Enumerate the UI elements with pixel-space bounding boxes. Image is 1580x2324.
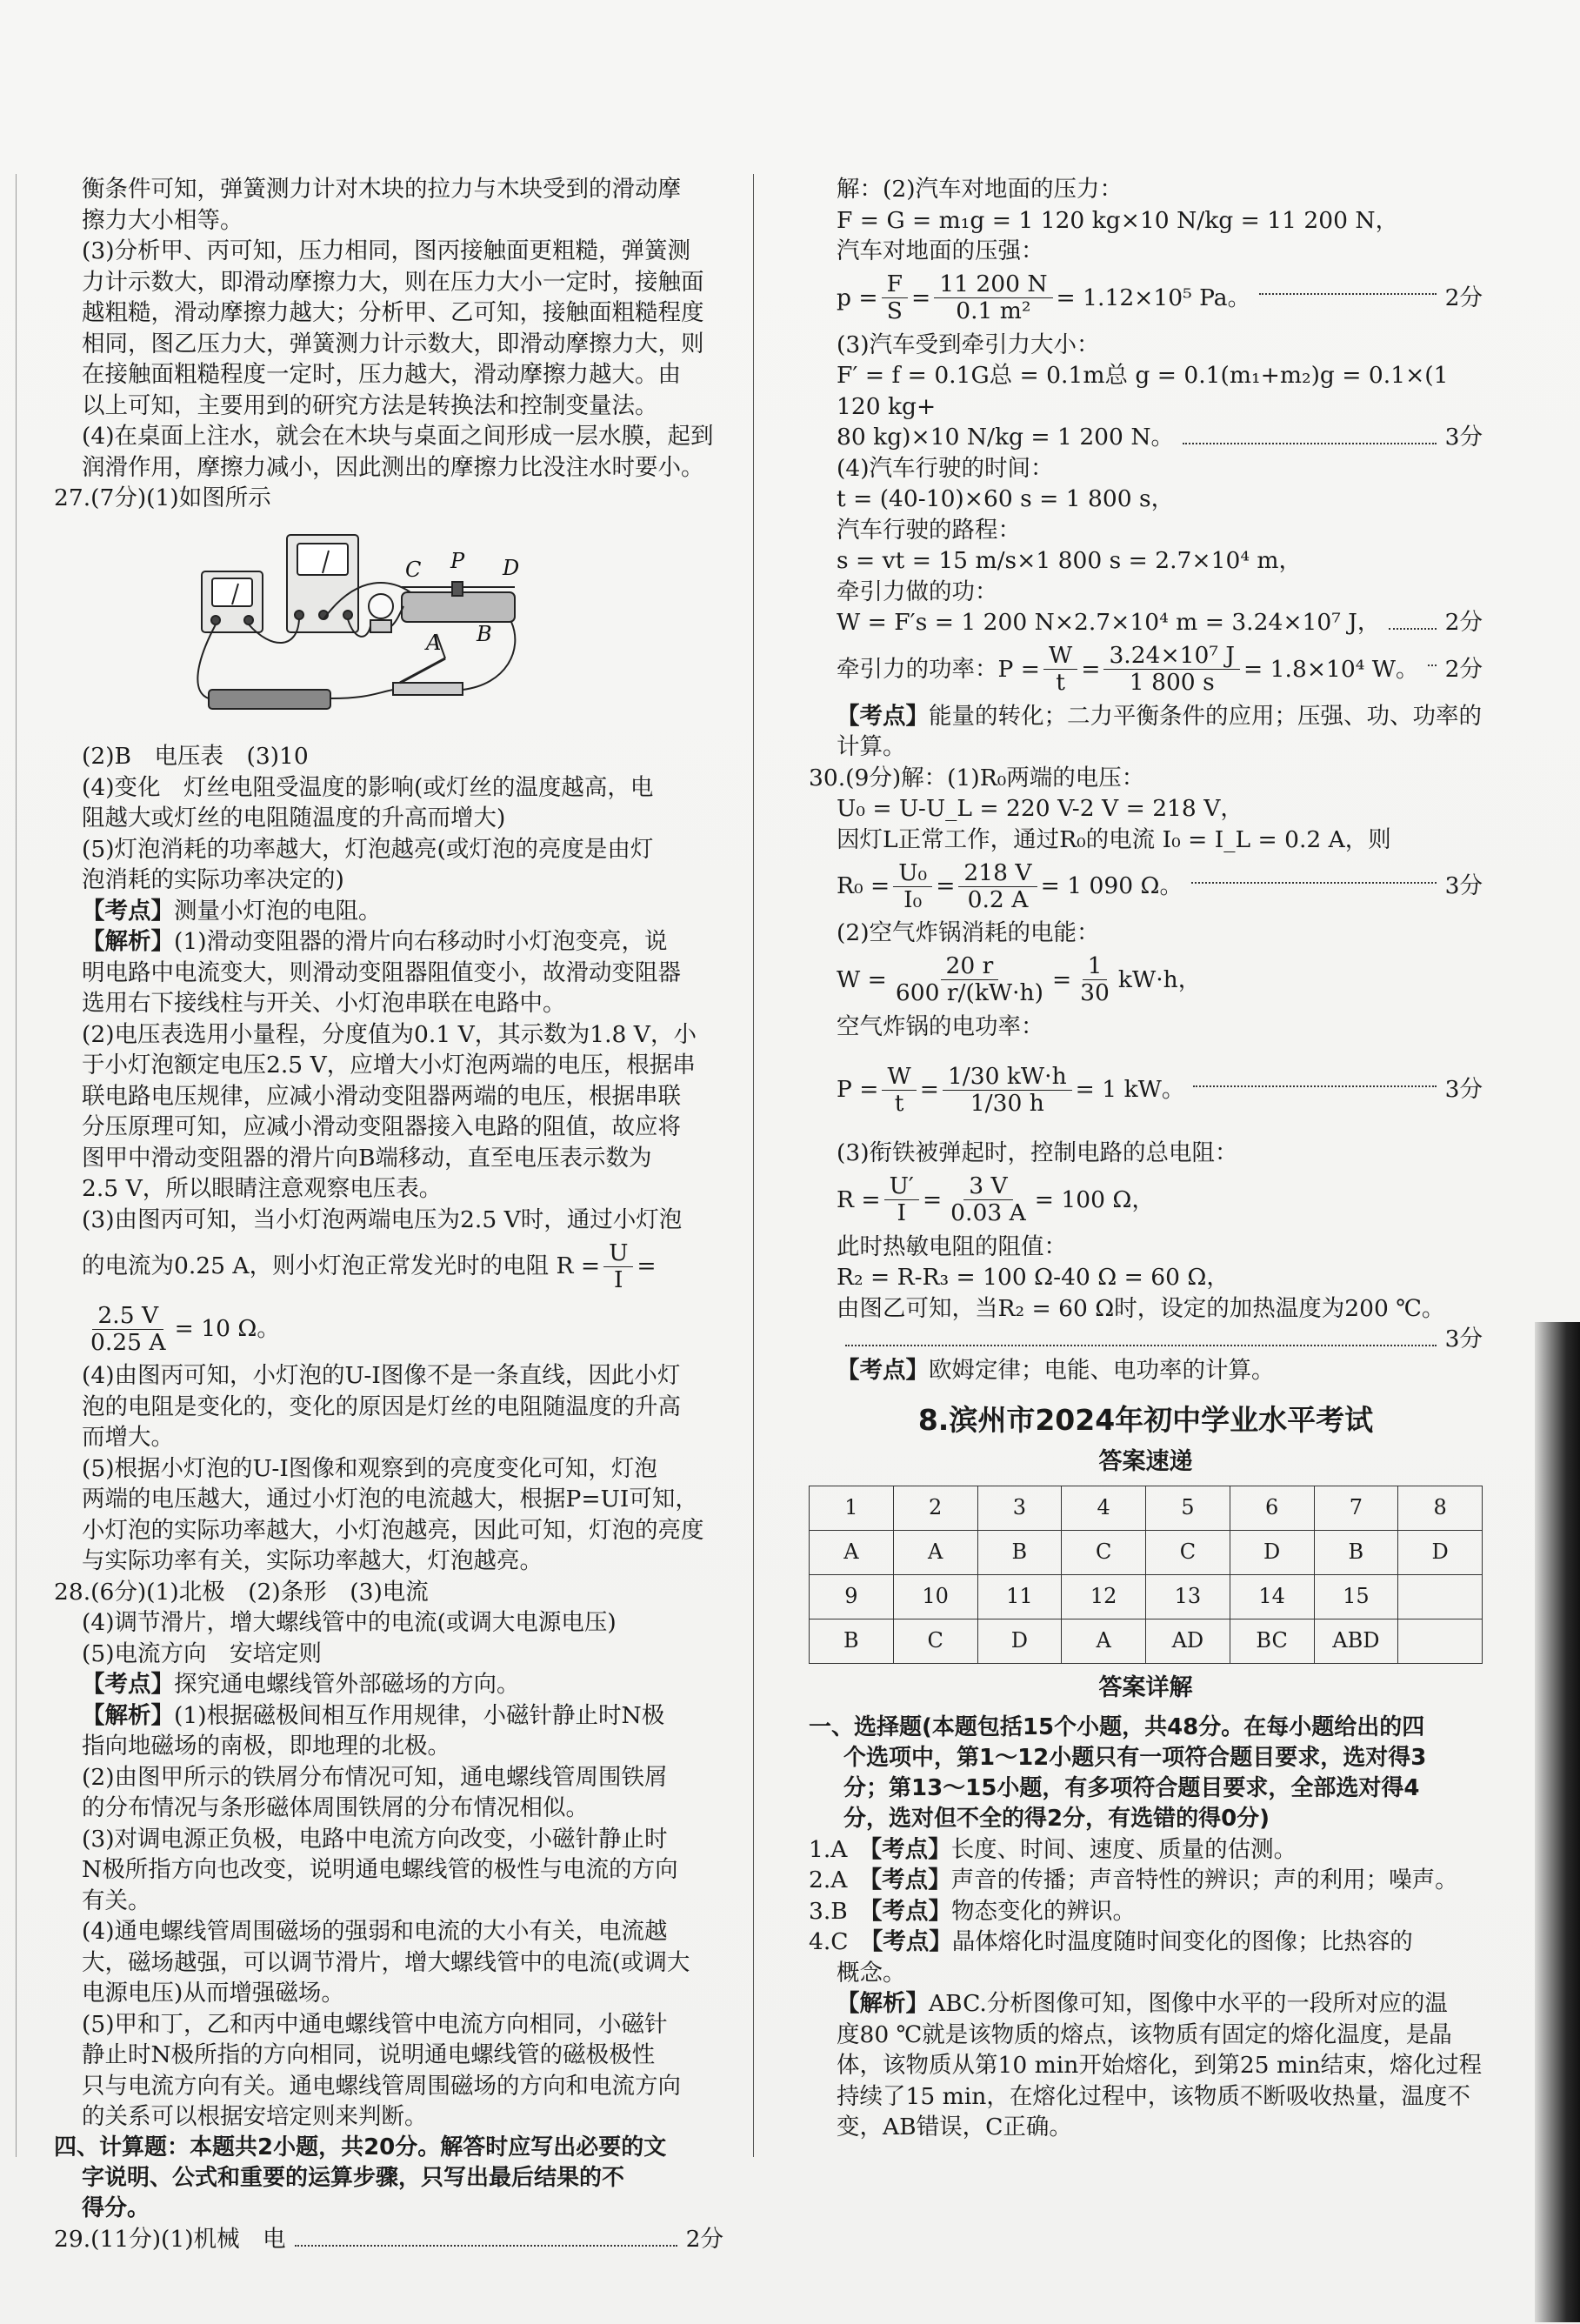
formula-text: = 100 Ω， bbox=[1034, 1185, 1155, 1213]
text-line: (4)通电螺线管周围磁场的强弱和电流的大小有关，电流越 bbox=[82, 1918, 668, 1945]
section-1-heading: 分，选对但不全的得2分，有选错的得0分) bbox=[843, 1805, 1270, 1832]
numerator: U₀ bbox=[893, 860, 932, 887]
q29-heading bbox=[54, 2224, 723, 2255]
numerator: 3.24×10⁷ J bbox=[1103, 643, 1240, 670]
fraction bbox=[943, 1064, 1072, 1117]
table-cell: 11 bbox=[977, 1575, 1062, 1619]
q27-heading: 27.(7分)(1)如图所示 bbox=[54, 484, 271, 511]
text-line: 电源电压)从而增强磁场。 bbox=[82, 1980, 344, 2007]
fraction bbox=[603, 1240, 633, 1293]
text-line: 与实际功率有关，实际功率越大，灯泡越亮。 bbox=[82, 1547, 543, 1574]
formula-text: P = bbox=[837, 1076, 879, 1104]
r0-formula: R₀ = $\frac{\text{U₀}}{\text{I₀}}$ = $\frac{218 V}{0.2 A}$ = 1 090 Ω。 3分 bbox=[837, 858, 1483, 913]
formula-text: 牵引力的功率：P = bbox=[837, 655, 1040, 683]
text-line: (2)由图甲所示的铁屑分布情况可知，通电螺线管周围铁屑 bbox=[82, 1763, 668, 1791]
table-cell: 3 bbox=[977, 1486, 1062, 1531]
text-line: 以上可知，主要用到的研究方法是转换法和控制变量法。 bbox=[82, 391, 658, 419]
text-line: 小灯泡的实际功率越大，小灯泡越亮，因此可知，灯泡的亮度 bbox=[82, 1516, 704, 1544]
text-line: (2)空气炸锅消耗的电能： bbox=[837, 919, 1100, 946]
text-line: 于小灯泡额定电压2.5 V，应增大小灯泡两端的电压，根据串 bbox=[82, 1052, 696, 1079]
text-line: s = vt = 15 m/s×1 800 s = 2.7×10⁴ m， bbox=[837, 547, 1303, 574]
table-cell: D bbox=[977, 1619, 1062, 1664]
score-label: 2分 bbox=[1444, 609, 1483, 636]
denominator: I bbox=[614, 1266, 623, 1293]
text-line: (3)衔铁被弹起时，控制电路的总电阻： bbox=[837, 1139, 1238, 1166]
answer-table bbox=[809, 1486, 1483, 1664]
text-line: 阻越大或灯丝的电阻随温度的升高而增大) bbox=[82, 805, 506, 831]
text-line: U₀ = U-U_L = 220 V-2 V = 218 V， bbox=[837, 795, 1243, 822]
fraction bbox=[890, 953, 1049, 1006]
numerator: 20 r bbox=[941, 953, 999, 980]
kaodian-line bbox=[809, 701, 1483, 732]
numerator: 11 200 N bbox=[934, 271, 1052, 298]
numerator: F bbox=[882, 271, 908, 298]
column-divider bbox=[753, 174, 754, 2157]
table-cell: B bbox=[810, 1619, 894, 1664]
section-1-heading: 分；第13～15小题，有多项符合题目要求，全部选对得4 bbox=[843, 1774, 1420, 1801]
text-line: 力计示数大，即滑动摩擦力大，则在压力大小一定时，接触面 bbox=[82, 268, 704, 296]
table-cell bbox=[1398, 1619, 1483, 1664]
switch-base bbox=[393, 683, 463, 695]
table-cell: 1 bbox=[810, 1486, 894, 1531]
denominator: 30 bbox=[1080, 979, 1110, 1006]
text-line: 此时热敏电阻的阻值： bbox=[837, 1232, 1067, 1260]
text-line: 泡消耗的实际功率决定的) bbox=[82, 866, 344, 893]
text-line: 擦力大小相等。 bbox=[82, 206, 243, 234]
kaodian-text: 声音的传播；声音特性的辨识；声的利用；噪声。 bbox=[950, 1867, 1458, 1893]
kaodian-text: 测量小灯泡的电阻。 bbox=[174, 897, 382, 925]
table-cell: A bbox=[893, 1531, 977, 1575]
numerator: 1/30 kW·h bbox=[943, 1064, 1072, 1091]
text-line: 在接触面粗糙程度一定时，压力越大，滑动摩擦力越大。由 bbox=[82, 361, 681, 388]
bulb bbox=[369, 594, 393, 618]
rheostat bbox=[402, 592, 515, 622]
text-line: (3)由图丙可知，当小灯泡两端电压为2.5 V时，通过小灯泡 bbox=[82, 1205, 683, 1233]
table-cell: C bbox=[893, 1619, 977, 1664]
text-line: 泡的电阻是变化的，变化的原因是灯丝的电阻随温度的升高 bbox=[82, 1392, 681, 1420]
left-column bbox=[54, 174, 723, 2254]
wire bbox=[197, 624, 216, 698]
text-line: 牵引力做的功： bbox=[837, 578, 998, 605]
text-line: (5)甲和丁，乙和丙中通电螺线管中电流方向相同，小磁针 bbox=[82, 2010, 668, 2038]
table-cell: D bbox=[1230, 1531, 1314, 1575]
fraction bbox=[893, 860, 932, 913]
denominator: 1/30 h bbox=[970, 1089, 1044, 1117]
text-line: 润滑作用，摩擦力减小，因此测出的摩擦力比没注水时要小。 bbox=[82, 453, 704, 481]
table-row bbox=[810, 1531, 1483, 1575]
numerator: U′ bbox=[884, 1173, 919, 1200]
text-line: (2)电压表选用小量程，分度值为0.1 V，其示数为1.8 V，小 bbox=[82, 1020, 697, 1048]
formula-text: = 1 090 Ω。 bbox=[1040, 872, 1183, 900]
kaodian-text: 晶体熔化时温度随时间变化的图像；比热容的 bbox=[951, 1928, 1413, 1955]
fraction bbox=[1043, 643, 1077, 696]
text-line: 的分布情况与条形磁体周围铁屑的分布情况相似。 bbox=[82, 1794, 589, 1821]
kaodian-text: 物态变化的辨识。 bbox=[951, 1897, 1137, 1925]
wire bbox=[330, 690, 393, 698]
table-cell: AD bbox=[1146, 1619, 1230, 1664]
table-cell: ABD bbox=[1314, 1619, 1398, 1664]
kaodian-tag: 【考点】 bbox=[870, 1897, 952, 1925]
text-line: 空气炸锅的电功率： bbox=[837, 1012, 1044, 1040]
fraction bbox=[882, 1064, 916, 1117]
denominator: S bbox=[886, 297, 903, 324]
electric-power-formula: P = $\frac{W}{t}$ = $\frac{1/30 kW\cdot h}{1/30 h}$ = 1 kW。 3分 bbox=[837, 1062, 1483, 1117]
text-line: 概念。 bbox=[837, 1959, 906, 1987]
fraction bbox=[882, 271, 908, 324]
table-cell: 13 bbox=[1146, 1575, 1230, 1619]
kaodian-text: 欧姆定律；电能、电功率的计算。 bbox=[929, 1356, 1275, 1384]
q28-heading: 28.(6分)(1)北极 (2)条形 (3)电流 bbox=[54, 1578, 429, 1606]
text-line: (5)电流方向 安培定则 bbox=[82, 1639, 323, 1667]
formula-text: R = bbox=[837, 1185, 881, 1213]
score-label: 3分 bbox=[1444, 1326, 1483, 1352]
answer-item bbox=[809, 1834, 1483, 1866]
fraction bbox=[1075, 953, 1115, 1006]
rheostat-slider bbox=[452, 582, 463, 596]
text-line: (4)汽车行驶的时间： bbox=[837, 454, 1054, 482]
denominator: I bbox=[897, 1199, 906, 1226]
table-cell: 6 bbox=[1230, 1486, 1314, 1531]
formula-text: = 10 Ω。 bbox=[174, 1315, 280, 1343]
table-cell bbox=[1398, 1575, 1483, 1619]
binding-shadow bbox=[1535, 1322, 1580, 2322]
quick-answers-title: 答案速递 bbox=[1098, 1447, 1193, 1475]
table-cell: C bbox=[1062, 1531, 1146, 1575]
table-cell: 14 bbox=[1230, 1575, 1314, 1619]
answer-item bbox=[809, 1865, 1483, 1896]
fraction bbox=[945, 1173, 1031, 1226]
formula-text: kW·h， bbox=[1117, 965, 1202, 993]
text-line: 变，AB错误，C正确。 bbox=[837, 2114, 1072, 2140]
table-cell: 12 bbox=[1062, 1575, 1146, 1619]
text-line: 汽车行驶的路程： bbox=[837, 516, 1021, 544]
kaodian-text: 探究通电螺线管外部磁场的方向。 bbox=[174, 1671, 520, 1698]
fraction bbox=[85, 1303, 171, 1356]
numerator: U bbox=[603, 1240, 633, 1267]
score-line bbox=[809, 422, 1483, 453]
score-label: 3分 bbox=[1444, 872, 1483, 900]
text-line: 指向地磁场的南极，即地理的北极。 bbox=[82, 1733, 450, 1760]
table-cell: 4 bbox=[1062, 1486, 1146, 1531]
fraction bbox=[934, 271, 1052, 324]
section-1-heading: 个选项中，第1～12小题只有一项符合题目要求，选对得3 bbox=[843, 1744, 1427, 1771]
kaodian-text: 能量的转化；二力平衡条件的应用；压强、功、功率的 bbox=[929, 702, 1482, 730]
table-cell: A bbox=[1062, 1619, 1146, 1664]
text-line: (3)对调电源正负极，电路中电流方向改变，小磁针静止时 bbox=[82, 1825, 668, 1853]
label-c: C bbox=[405, 557, 422, 582]
text-line: 的关系可以根据安培定则来判断。 bbox=[82, 2103, 428, 2130]
text-line: 联电路电压规律，应减小滑动变阻器两端的电压，根据串联 bbox=[82, 1082, 681, 1110]
kaodian-tag: 【考点】 bbox=[837, 702, 929, 730]
text-line: W = F′s = 1 200 N×2.7×10⁴ m = 3.24×10⁷ J， bbox=[837, 609, 1381, 636]
kaodian-line bbox=[54, 1669, 723, 1700]
formula-text: = 1.8×10⁴ W。 bbox=[1243, 655, 1419, 683]
kaodian-tag: 【考点】 bbox=[870, 1867, 951, 1893]
kaodian-line bbox=[809, 1355, 1483, 1386]
text-line: 图甲中滑动变阻器的滑片向B端移动，直至电压表示数为 bbox=[82, 1144, 652, 1172]
text-line: 衡条件可知，弹簧测力计对木块的拉力与木块受到的滑动摩 bbox=[82, 176, 681, 203]
text-line: 汽车对地面的压强： bbox=[837, 237, 1044, 264]
table-cell: 7 bbox=[1314, 1486, 1398, 1531]
text-line: 越粗糙，滑动摩擦力越大；分析甲、乙可知，接触面粗糙程度 bbox=[82, 299, 704, 326]
numerator: 3 V bbox=[963, 1173, 1012, 1200]
table-row bbox=[810, 1619, 1483, 1664]
kaodian-line bbox=[54, 896, 723, 927]
text-line: (4)变化 灯丝电阻受温度的影响(或灯丝的温度越高，电 bbox=[82, 773, 654, 801]
jiexi-line bbox=[54, 1700, 723, 1732]
table-cell: 9 bbox=[810, 1575, 894, 1619]
jiexi-line bbox=[54, 926, 723, 958]
battery bbox=[209, 690, 330, 709]
left-margin-rule bbox=[16, 174, 17, 2157]
numerator: 218 V bbox=[958, 860, 1037, 887]
text-line: 静止时N极所指的方向相同，说明通电螺线管的磁极极性 bbox=[82, 2041, 656, 2068]
section-4-heading: 四、计算题：本题共2小题，共20分。解答时应写出必要的文 bbox=[54, 2134, 667, 2160]
exam-title: 8.滨州市2024年初中学业水平考试 bbox=[917, 1403, 1374, 1437]
jiexi-tag: 【解析】 bbox=[82, 928, 174, 955]
denominator: t bbox=[1056, 669, 1065, 696]
kaodian-tag: 【考点】 bbox=[82, 1671, 174, 1698]
text-line: 而增大。 bbox=[82, 1424, 174, 1451]
text-line: N极所指方向也改变，说明通电螺线管的极性与电流的方向 bbox=[82, 1856, 678, 1883]
score-label: 3分 bbox=[1444, 424, 1483, 451]
text-line: (3)汽车受到牵引力大小： bbox=[837, 331, 1100, 358]
text-line: (5)根据小灯泡的U-I图像和观察到的亮度变化可知，灯泡 bbox=[82, 1454, 657, 1482]
text-line: 因灯L正常工作，通过R₀的电流 I₀ = I_L = 0.2 A，则 bbox=[837, 825, 1391, 853]
table-cell: A bbox=[810, 1531, 894, 1575]
table-cell: C bbox=[1146, 1531, 1230, 1575]
score-label: 2分 bbox=[1444, 284, 1483, 311]
text-line: 度80 ℃就是该物质的熔点，该物质有固定的熔化温度，是晶 bbox=[837, 2020, 1452, 2048]
kaodian-tag: 【考点】 bbox=[871, 1928, 952, 1955]
table-cell: 2 bbox=[893, 1486, 977, 1531]
numerator: 2.5 V bbox=[92, 1303, 163, 1330]
numerator: 1 bbox=[1083, 953, 1108, 980]
text-line: (4)调节滑片，增大螺线管中的电流(或调大电源电压) bbox=[82, 1609, 617, 1636]
text-line: 大，磁场越强，可以调节滑片，增大螺线管中的电流(或调大 bbox=[82, 1948, 690, 1976]
denominator: 0.03 A bbox=[950, 1199, 1026, 1226]
jiexi-text: (1)根据磁极间相互作用规律，小磁针静止时N极 bbox=[174, 1701, 665, 1729]
table-cell: 5 bbox=[1146, 1486, 1230, 1531]
text-line: 相同，图乙压力大，弹簧测力计示数大，即滑动摩擦力大，则 bbox=[82, 330, 704, 357]
denominator: 0.2 A bbox=[967, 885, 1029, 913]
text-line: (3)分析甲、丙可知，压力相同，图丙接触面更粗糙，弹簧测 bbox=[82, 237, 691, 264]
score-label: 3分 bbox=[1444, 1076, 1483, 1104]
text-line: R₂ = R-R₃ = 100 Ω-40 Ω = 60 Ω， bbox=[837, 1264, 1230, 1291]
text-line: 2.5 V，所以眼睛注意观察电压表。 bbox=[82, 1175, 443, 1202]
table-cell: BC bbox=[1230, 1619, 1314, 1664]
text-line: 分压原理可知，应减小滑动变阻器接入电路的阻值，故应将 bbox=[82, 1113, 681, 1140]
score-line bbox=[809, 607, 1483, 638]
text-line: (4)在桌面上注水，就会在木块与桌面之间形成一层水膜，起到 bbox=[82, 423, 714, 450]
formula-text: p = bbox=[837, 284, 878, 311]
numerator: W bbox=[882, 1064, 916, 1091]
answer-number: 4.C bbox=[809, 1928, 849, 1955]
label-a: A bbox=[426, 630, 442, 655]
section-4-heading: 得分。 bbox=[82, 2194, 150, 2221]
table-cell: D bbox=[1398, 1531, 1483, 1575]
text-line: F = G = m₁g = 1 120 kg×10 N/kg = 11 200 N， bbox=[837, 206, 1399, 234]
formula-text: R₀ = bbox=[837, 872, 890, 900]
kaodian-tag: 【考点】 bbox=[870, 1835, 951, 1863]
kaodian-tag: 【考点】 bbox=[837, 1356, 929, 1384]
table-row bbox=[810, 1486, 1483, 1531]
numerator: W bbox=[1043, 643, 1077, 670]
text-line: (5)灯泡消耗的功率越大，灯泡越亮(或灯泡的亮度是由灯 bbox=[82, 835, 654, 863]
text-line: 体，该物质从第10 min开始熔化，到第25 min结束，熔化过程 bbox=[837, 2052, 1483, 2079]
text-line: 解：(2)汽车对地面的压力： bbox=[837, 176, 1123, 203]
jiexi-text: (1)滑动变阻器的滑片向右移动时小灯泡变亮，说 bbox=[174, 928, 668, 955]
formula-text: = 1.12×10⁵ Pa。 bbox=[1056, 284, 1251, 311]
text-line: 两端的电压越大，通过小灯泡的电流越大，根据P=UI可知， bbox=[82, 1486, 698, 1513]
power-formula: 牵引力的功率：P = $\frac{W}{t}$ = $\frac{\text{3.24×10⁷ J}}{1 800 s}$ = 1.8×10⁴ W。 2分 bbox=[837, 642, 1483, 696]
table-cell: B bbox=[1314, 1531, 1398, 1575]
text-line: 只与电流方向有关。通电螺线管周围磁场的方向和电流方向 bbox=[82, 2072, 681, 2100]
text-line: (4)由图丙可知，小灯泡的U-I图像不是一条直线，因此小灯 bbox=[82, 1362, 681, 1389]
denominator: 0.25 A bbox=[90, 1328, 166, 1356]
fraction bbox=[1103, 643, 1240, 696]
jiexi-text: ABC.分析图像可知，图像中水平的一段所对应的温 bbox=[929, 1990, 1448, 2017]
answer-number: 3.B bbox=[809, 1897, 848, 1925]
jiexi-tag: 【解析】 bbox=[837, 1990, 929, 2017]
formula-text: W = bbox=[837, 965, 887, 993]
energy-formula: W = $\frac{20 r}{600 r/(kW\cdot h)}$ = $\frac{1}{30}$ kW·h， bbox=[837, 952, 1202, 1006]
table-cell: 8 bbox=[1398, 1486, 1483, 1531]
text-line: 计算。 bbox=[837, 733, 906, 760]
score-label: 2分 bbox=[1444, 655, 1483, 683]
kaodian-text: 长度、时间、速度、质量的估测。 bbox=[950, 1835, 1297, 1863]
circuit-diagram bbox=[184, 519, 550, 728]
answer-number: 1.A bbox=[809, 1835, 848, 1863]
section-4-heading: 字说明、公式和重要的运算步骤，只写出最后结果的不 bbox=[82, 2164, 625, 2191]
text-line: 有关。 bbox=[82, 1887, 151, 1914]
text-line: 80 kg)×10 N/kg = 1 200 N。 bbox=[837, 424, 1175, 451]
answer-item bbox=[809, 1927, 1483, 1958]
denominator: 1 800 s bbox=[1129, 669, 1215, 696]
fraction bbox=[958, 860, 1037, 913]
text-line: 选用右下接线柱与开关、小灯泡串联在电路中。 bbox=[82, 990, 566, 1017]
score-label: 2分 bbox=[685, 2225, 723, 2253]
denominator: I₀ bbox=[903, 885, 923, 913]
label-d: D bbox=[503, 555, 520, 580]
text-line: 持续了15 min，在熔化过程中，该物质不断吸收热量，温度不 bbox=[837, 2082, 1470, 2110]
score-line bbox=[809, 1324, 1483, 1355]
table-cell: B bbox=[977, 1531, 1062, 1575]
text-line: 明电路中电流变大，则滑动变阻器阻值变小，故滑动变阻器 bbox=[82, 958, 681, 986]
text-line: t = (40-10)×60 s = 1 800 s， bbox=[837, 485, 1175, 512]
text-line: (2)B 电压表 (3)10 bbox=[82, 743, 309, 770]
formula-text: 的电流为0.25 A，则小灯泡正常发光时的电阻 R = bbox=[82, 1252, 601, 1280]
label-b: B bbox=[477, 621, 492, 646]
jiexi-tag: 【解析】 bbox=[82, 1701, 174, 1729]
text-line: 由图乙可知，当R₂ = 60 Ω时，设定的加热温度为200 ℃。 bbox=[837, 1294, 1445, 1322]
answer-number: 2.A bbox=[809, 1867, 848, 1893]
resistance-formula: 的电流为0.25 A，则小灯泡正常发光时的电阻 R = $\frac{U}{I}$ = bbox=[82, 1239, 657, 1293]
section-1-heading: 一、选择题(本题包括15个小题，共48分。在每小题给出的四 bbox=[809, 1713, 1425, 1740]
formula-text: = 1 kW。 bbox=[1075, 1076, 1185, 1104]
switch-lever bbox=[400, 658, 445, 683]
right-column bbox=[809, 174, 1483, 2143]
label-p: P bbox=[450, 548, 465, 573]
q30-heading: 30.(9分)解：(1)R₀两端的电压： bbox=[809, 764, 1145, 791]
denominator: 0.1 m² bbox=[956, 297, 1031, 324]
pressure-formula: p = $\frac{F}{S}$ = $\frac{11 200 N}{\text{0.1 m²}}$ = 1.12×10⁵ Pa。 2分 bbox=[837, 270, 1483, 324]
circuit-figure bbox=[184, 519, 723, 737]
table-cell: 10 bbox=[893, 1575, 977, 1619]
jiexi-line bbox=[809, 1988, 1483, 2020]
resistance-result bbox=[54, 1298, 723, 1360]
denominator: 600 r/(kW·h) bbox=[895, 979, 1043, 1006]
detailed-answers-title: 答案详解 bbox=[1098, 1674, 1193, 1701]
fraction bbox=[884, 1173, 919, 1226]
table-row bbox=[810, 1575, 1483, 1619]
text-line: F′ = f = 0.1G总 = 0.1m总 g = 0.1(m₁+m₂)g = 0.1×(1 120 kg+ bbox=[837, 362, 1449, 420]
table-cell: 15 bbox=[1314, 1575, 1398, 1619]
denominator: t bbox=[894, 1089, 904, 1117]
answer-item bbox=[809, 1896, 1483, 1927]
total-resistance-formula: R = $\frac{U'}{I}$ = $\frac{3 V}{0.03 A}$ = 100 Ω， bbox=[837, 1172, 1155, 1226]
q29-text: 29.(11分)(1)机械 电 bbox=[54, 2225, 286, 2253]
kaodian-tag: 【考点】 bbox=[82, 897, 174, 925]
